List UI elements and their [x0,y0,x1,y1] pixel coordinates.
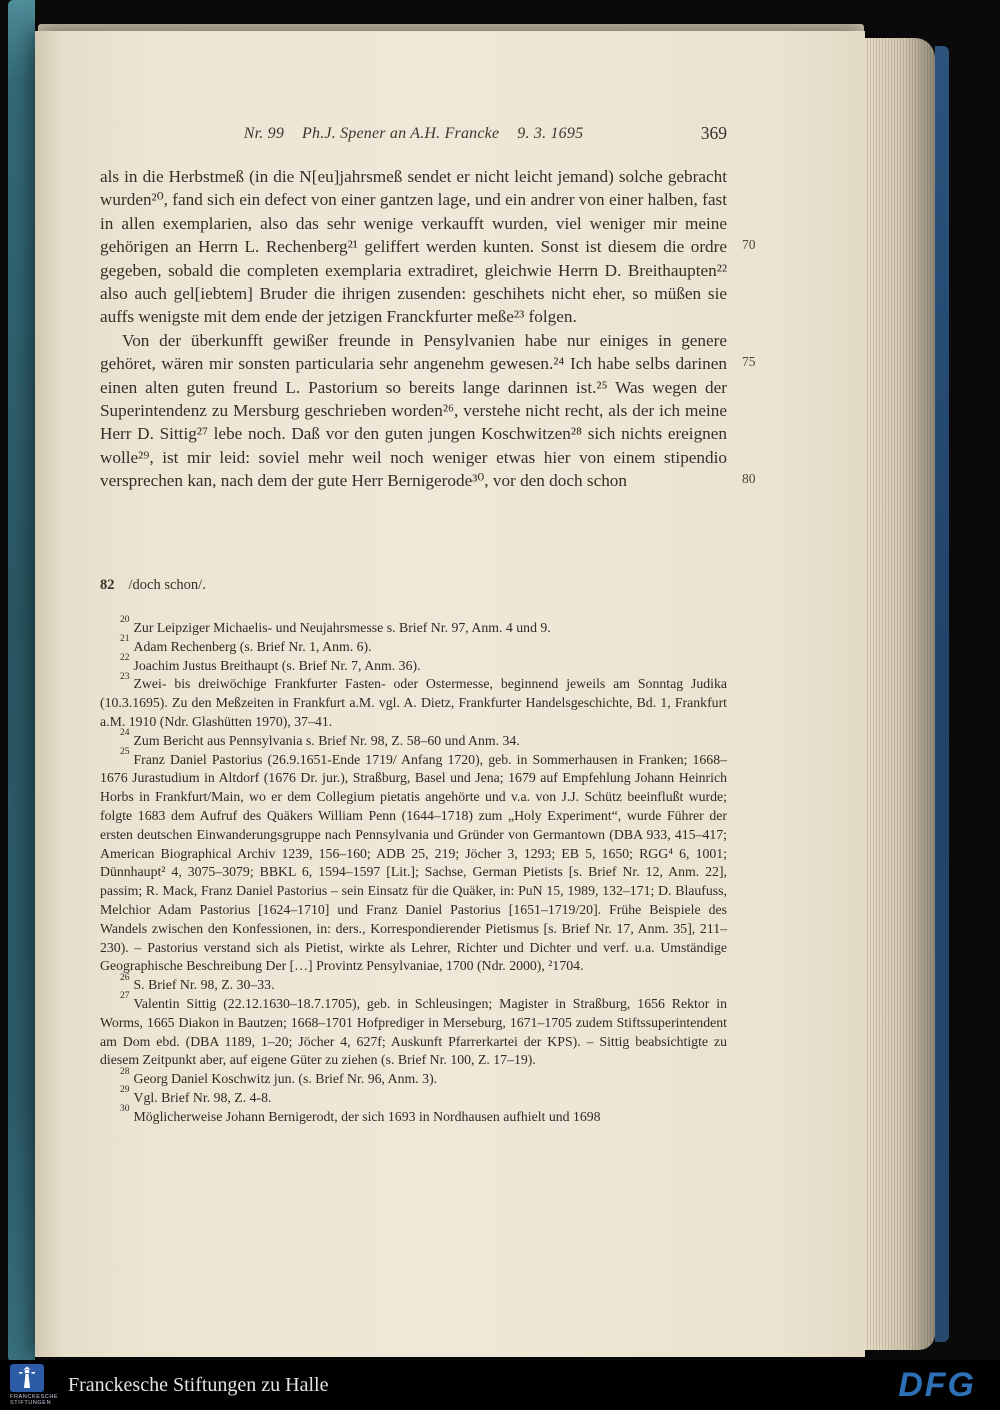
footnote-text: S. Brief Nr. 98, Z. 30–33. [133,977,275,993]
apparatus-text: /doch schon/. [128,577,206,593]
line-number: 75 [742,354,756,369]
lighthouse-icon [10,1364,44,1392]
letter-title: Ph.J. Spener an A.H. Francke [302,125,500,142]
running-head [100,125,727,143]
footnote-marker: 26 [120,972,130,983]
footnote [100,746,727,977]
book-cover-right [935,46,949,1342]
franckesche-stiftungen-logo [10,1364,59,1407]
letter-body [100,165,727,493]
footnote-text: Zum Bericht aus Pennsylvania s. Brief Nr. 98, Z. 58–60 und Anm. 34. [133,732,520,748]
logo-caption: FRANCKESCHE STIFTUNGEN [10,1393,59,1406]
book-cover-spine [8,0,35,1362]
footnote-text: Valentin Sittig (22.12.1630–18.7.1705), geb. in Schleusingen; Magister in Straßburg, 1656 Rektor in Worms, 1665 Diakon in Bautzen; 1668–1701 Hofprediger in Merseburg, 1671–1705 zudem Stiftssuperintendent am Dom ebd. (DBA 1189, 1–20; Jöcher 4, 627f; Auskunft Pfarrerkartei der KPS). – Sittig beabsichtigte zu diesem Zeitpunkt aber, auf eigene Güter zu ziehen (s. Brief Nr. 100, Z. 17–19). [100,995,727,1068]
footnote-text: Zur Leipziger Michaelis- und Neujahrsmesse s. Brief Nr. 97, Anm. 4 und 9. [133,620,551,635]
footnotes-block [100,615,727,1127]
footnote-marker: 24 [120,728,130,739]
footnote-marker: 27 [120,991,130,1002]
letter-date: 9. 3. 1695 [517,125,584,142]
footnote-marker: 21 [120,634,130,645]
footnote-marker: 25 [120,746,130,757]
page-number: 369 [700,123,727,143]
footnote-marker: 22 [120,653,130,663]
library-name: Franckesche Stiftungen zu Halle [68,1373,329,1396]
footnote-text: Adam Rechenberg (s. Brief Nr. 1, Anm. 6). [133,638,372,654]
footnote-text: Zwei- bis dreiwöchige Frankfurter Fasten- oder Ostermesse, beginnend jeweils am Sonntag Judika (10.3.1695). Zu den Meßzeiten in Frankfurt a.M. vgl. A. Dietz, Frankfurter Handelsgeschichte, Bd. 1, Frankfurt a.M. 1910 (Ndr. Glashütten 1970), 37–41. [100,676,727,729]
body-paragraph: als in die Herbstmeß (in die N[eu]jahrsmeß sendet er nicht leicht jemand) solche gebracht wurden²⁰, fand sich ein defect von einer gantzen lage, und ein andrer von einer halben, fast in allen exemplarien, also das sehr wenige verkaufft wurden, viel weniger mir meine gehörigen an Herrn L. Rechenberg²¹ geliffert werden kunten. Sonst ist diesem die ordre gegeben, sobald die completen exemplaria extradiret, gleichwie Herrn D. Breithaupten²² also auch gel[iebtem] Bruder die ihrigen zusenden: geschihets nicht eher, so müßen sie auffs wenigste mit dem ende der jetzigen Franckfurter meße²³ folgen. [100,167,727,327]
footnote [100,671,727,731]
footnote-text: Georg Daniel Koschwitz jun. (s. Brief Nr. 96, Anm. 3). [133,1071,438,1087]
footnote [100,653,727,676]
footnote-text: Franz Daniel Pastorius (26.9.1651-Ende 1719/ Anfang 1720), geb. in Sommerhausen in Franken; 1668–1676 Jurastudium in Altdorf (1676 Dr. jur.), Straßburg, Basel und Jena; 1679 auf Empfehlung Johann Heinrich Horbs in Frankfurt/Main, wo er dem Collegium pietatis angehörte und v.a. von J.J. Schütz beeinflußt wurde; folgte 1683 dem Aufruf des Quäkers William Penn (1644–1718) zum „Holy Experiment“, wurde Führer der ersten deutschen Einwanderungsgruppe nach Pennsylvania und Gründer von Germantown (DBA 933, 415–417; American Biographical Archiv 1239, 156–160; ADB 25, 219; Jöcher 3, 1293; EB 5, 1650; RGG⁴ 6, 1001; Dünnhaupt² 4, 3075–3079; BBKL 6, 1594–1597 [Lit.]; Sachse, German Pietists [s. Brief Nr. 12, Anm. 22], passim; R. Mack, Franz Daniel Pastorius – sein Einsatz für die Quäker, in: PuN 15, 1989, 132–171; D. Blaufuss, Melchior Adam Pastorius [1624–1710] und Franz Daniel Pastorius [1651–1719/20]. Frühe Beispiele des Wandels zwischen den Konfessionen, in: ders., Korrespondierender Pietismus [s. Brief Nr. 17, Anm. 35], 211–230). – Pastorius verstand sich als Pietist, wirkte als Lehrer, Richter und Dichter und verf. u.a. Umständige Geographische Beschreibung Der […] Provintz Pensylvaniae, 1700 (Ndr. 2000), ²1704. [100,751,727,974]
footnote-marker: 30 [120,1104,130,1115]
footnote [100,1085,727,1108]
footnote-marker: 20 [120,615,130,626]
apparatus-line-number: 82 [100,577,115,593]
dfg-logo: DFG [898,1365,976,1404]
page-fore-edges [865,38,935,1350]
footnote [100,1104,727,1127]
footnote [100,615,727,638]
apparatus-line [100,577,206,594]
footnote-text: Vgl. Brief Nr. 98, Z. 4-8. [133,1089,272,1105]
footnote-text: Joachim Justus Breithaupt (s. Brief Nr. 7, Anm. 36). [133,657,421,673]
line-number: 70 [742,237,756,252]
book-page [35,31,865,1357]
footnote [100,991,727,1070]
footer-bar [0,1360,1000,1410]
footnote [100,728,727,751]
body-paragraph: Von der überkunfft gewißer freunde in Pensylvanien habe nur einiges in genere gehöret, wären mir sonsten particularia sehr angenehm gewesen.²⁴ Ich habe selbs darinen einen alten guten freund L. Pastorium so bereits lange darinnen ist.²⁵ Was wegen der Superintendenz zu Mersburg geschrieben worden²⁶, verstehe nicht recht, als der ich meine Herr D. Sittig²⁷ lebe noch. Daß vor den guten jungen Koschwitzen²⁸ sich nichts ereignen wolle²⁹, ist mir leid: soviel mehr weil noch weniger etwas hier von einem stipendio versprechen kan, nach dem der gute Herr Bernigerode³⁰, vor den doch schon [100,330,727,491]
line-number: 80 [742,471,756,486]
footnote-marker: 28 [120,1066,130,1077]
footnote-marker: 23 [120,671,130,682]
footnote [100,1066,727,1089]
footnote [100,972,727,995]
footnote-marker: 29 [120,1085,130,1096]
letter-number: Nr. 99 [243,125,285,142]
footnote-text: Möglicherweise Johann Bernigerodt, der sich 1693 in Nordhausen aufhielt und 1698 [133,1108,601,1124]
footnote [100,634,727,657]
